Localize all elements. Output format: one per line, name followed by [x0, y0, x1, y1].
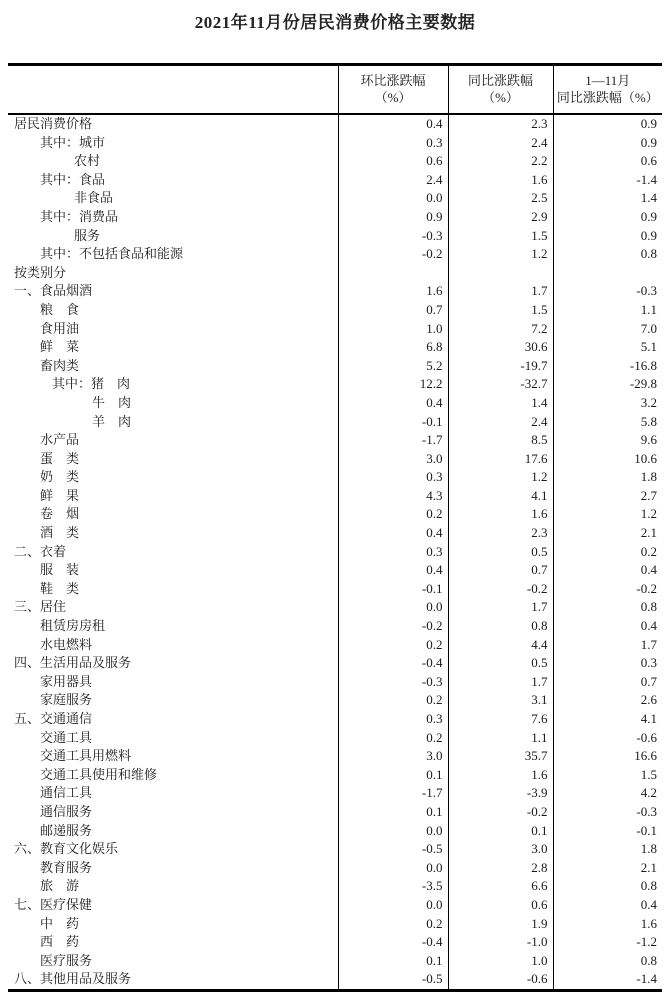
row-label: 租赁房房租 [40, 618, 106, 634]
row-value: 1.5 [448, 301, 553, 320]
row-label: 七、医疗保健 [14, 896, 93, 912]
row-label: 家庭服务 [40, 692, 93, 708]
table-row [8, 747, 662, 766]
row-value: 4.4 [448, 636, 553, 655]
row-value: 0.7 [448, 561, 553, 580]
row-value: 1.9 [448, 915, 553, 934]
row-label: 按类别分 [14, 264, 67, 280]
row-value: 6.6 [448, 877, 553, 896]
table-row [8, 282, 662, 301]
table-row [8, 301, 662, 320]
row-value: 0.5 [448, 654, 553, 673]
row-value: 10.6 [553, 450, 662, 469]
row-value: 3.1 [448, 691, 553, 710]
table-row [8, 208, 662, 227]
row-value: 7.6 [448, 710, 553, 729]
row-value: 0.3 [338, 134, 448, 153]
row-value: 1.4 [553, 189, 662, 208]
row-label: 交通工具 [40, 729, 93, 745]
table-row [8, 114, 662, 134]
row-label: 羊 肉 [92, 413, 132, 429]
row-value: 0.1 [338, 766, 448, 785]
row-value: -16.8 [553, 357, 662, 376]
row-value: 1.4 [448, 394, 553, 413]
row-value: 0.8 [448, 617, 553, 636]
table-row [8, 673, 662, 692]
row-value: 1.5 [448, 227, 553, 246]
table-row [8, 375, 662, 394]
row-value: 5.8 [553, 413, 662, 432]
row-label: 服务 [74, 227, 101, 243]
row-value: -0.3 [338, 673, 448, 692]
row-label: 蛋 类 [40, 450, 80, 466]
row-value: -19.7 [448, 357, 553, 376]
table-row [8, 561, 662, 580]
row-value: 35.7 [448, 747, 553, 766]
table-row [8, 245, 662, 264]
row-value: 0.4 [338, 561, 448, 580]
row-value: -0.6 [448, 970, 553, 990]
row-value: 3.0 [338, 747, 448, 766]
row-value: 4.1 [553, 710, 662, 729]
row-label: 五、交通通信 [14, 711, 93, 726]
row-label: 六、教育文化娱乐 [14, 841, 119, 857]
header-line: （%） [482, 90, 519, 105]
row-label: 教育服务 [40, 859, 93, 875]
table-row [8, 933, 662, 952]
table-row [8, 264, 662, 283]
row-value: 7.2 [448, 320, 553, 339]
table-row [8, 729, 662, 748]
row-value: 5.1 [553, 338, 662, 357]
table-row [8, 636, 662, 655]
row-value: 0.4 [338, 394, 448, 413]
row-value: 2.9 [448, 208, 553, 227]
row-value: 5.2 [338, 357, 448, 376]
row-value: 1.7 [448, 598, 553, 617]
row-label: 四、生活用品及服务 [14, 655, 132, 671]
row-value: -1.7 [338, 784, 448, 803]
row-value: 0.3 [338, 468, 448, 487]
row-value: -0.4 [338, 933, 448, 952]
row-value: 0.9 [553, 114, 662, 134]
table-row [8, 803, 662, 822]
row-value: 6.8 [338, 338, 448, 357]
row-value: -32.7 [448, 375, 553, 394]
row-value: 16.6 [553, 747, 662, 766]
row-value: 9.6 [553, 431, 662, 450]
row-value: -0.5 [338, 970, 448, 990]
row-value: -1.4 [553, 970, 662, 990]
table-row [8, 505, 662, 524]
row-label: 酒 类 [40, 525, 80, 541]
table-row [8, 766, 662, 785]
row-value: 0.2 [338, 505, 448, 524]
row-value: 2.2 [448, 152, 553, 171]
cpi-table [8, 63, 662, 992]
row-value: 2.5 [448, 189, 553, 208]
row-value: -0.1 [338, 580, 448, 599]
table-row [8, 543, 662, 562]
row-value: -3.5 [338, 877, 448, 896]
table-row [8, 320, 662, 339]
row-value: 4.2 [553, 784, 662, 803]
table-header [8, 65, 662, 115]
row-label: 鲜 果 [40, 487, 80, 503]
row-value: 3.0 [448, 840, 553, 859]
row-label: 服 装 [40, 562, 80, 578]
header-line: （%） [374, 90, 412, 105]
row-value: 1.6 [448, 171, 553, 190]
row-value: 1.5 [553, 766, 662, 785]
row-value: 0.0 [338, 598, 448, 617]
table-row [8, 915, 662, 934]
row-value: 1.6 [338, 282, 448, 301]
table-body [8, 114, 662, 990]
row-label: 其中：城市 [40, 134, 106, 150]
table-row [8, 227, 662, 246]
row-value: 1.7 [448, 673, 553, 692]
table-row [8, 784, 662, 803]
row-label: 旅 游 [40, 878, 80, 894]
row-label: 其中：猪 肉 [52, 376, 131, 392]
row-label: 家用器具 [40, 673, 93, 689]
row-value: 0.8 [553, 952, 662, 971]
header-line: 环比涨跌幅 [360, 73, 426, 88]
row-value: 0.2 [338, 691, 448, 710]
table-row [8, 840, 662, 859]
row-value: -0.3 [338, 227, 448, 246]
row-value: 0.2 [338, 915, 448, 934]
row-value: 7.0 [553, 320, 662, 339]
row-value: -0.4 [338, 654, 448, 673]
row-value: 0.3 [338, 543, 448, 562]
row-value: 2.7 [553, 487, 662, 506]
row-value: 0.9 [553, 227, 662, 246]
row-value: 0.1 [338, 952, 448, 971]
table-row [8, 580, 662, 599]
table-row [8, 822, 662, 841]
row-value: 0.0 [338, 822, 448, 841]
table-row [8, 450, 662, 469]
row-value: -0.1 [553, 822, 662, 841]
table-row [8, 524, 662, 543]
row-value: 1.1 [448, 729, 553, 748]
row-label: 交通工具使用和维修 [40, 766, 158, 782]
page-title: 2021年11月份居民消费价格主要数据 [194, 13, 476, 32]
row-label: 农村 [74, 153, 101, 169]
row-label: 粮 食 [40, 301, 80, 317]
row-label: 居民消费价格 [14, 116, 93, 131]
header-line: 同比涨跌幅（%） [556, 90, 659, 105]
row-label: 鲜 菜 [40, 339, 80, 355]
row-value [338, 264, 448, 283]
table-row [8, 654, 662, 673]
row-value: 0.7 [338, 301, 448, 320]
row-value: 0.1 [338, 803, 448, 822]
header-mom-change [338, 65, 448, 115]
row-label: 八、其他用品及服务 [14, 971, 132, 987]
row-value: 1.6 [448, 505, 553, 524]
header-line: 同比涨跌幅 [467, 73, 533, 88]
table-row [8, 487, 662, 506]
row-label: 鞋 类 [40, 580, 80, 596]
row-value: -0.2 [553, 580, 662, 599]
table-row [8, 859, 662, 878]
table-row [8, 896, 662, 915]
row-value: 0.7 [553, 673, 662, 692]
row-value: 1.8 [553, 840, 662, 859]
row-label: 水电燃料 [40, 636, 93, 652]
row-label: 食用油 [40, 320, 80, 336]
table-row [8, 617, 662, 636]
row-value: 1.2 [448, 468, 553, 487]
row-value: 2.3 [448, 524, 553, 543]
row-value: 1.1 [553, 301, 662, 320]
table-row [8, 970, 662, 990]
row-value: 1.2 [448, 245, 553, 264]
row-value: 0.5 [448, 543, 553, 562]
table-row [8, 338, 662, 357]
table-row [8, 691, 662, 710]
row-value: -0.2 [448, 803, 553, 822]
header-yoy-change [448, 65, 553, 115]
row-label: 中 药 [40, 915, 80, 931]
row-value: -0.3 [553, 282, 662, 301]
row-value: 0.0 [338, 189, 448, 208]
row-value: -1.7 [338, 431, 448, 450]
row-value: 0.1 [448, 822, 553, 841]
row-value: 1.0 [448, 952, 553, 971]
table-row [8, 152, 662, 171]
row-label: 邮递服务 [40, 822, 93, 838]
row-value: 0.3 [553, 654, 662, 673]
row-value: 0.3 [338, 710, 448, 729]
row-value: 2.3 [448, 114, 553, 134]
row-value: 0.2 [338, 636, 448, 655]
row-value: 2.1 [553, 859, 662, 878]
row-label: 二、衣着 [14, 543, 67, 559]
row-value: 0.0 [338, 896, 448, 915]
row-label: 通信服务 [40, 803, 93, 819]
row-value: -0.2 [338, 245, 448, 264]
table-row [8, 952, 662, 971]
row-value: 2.1 [553, 524, 662, 543]
row-value: 2.4 [448, 413, 553, 432]
row-value: 0.0 [338, 859, 448, 878]
row-value [553, 264, 662, 283]
row-value: -1.2 [553, 933, 662, 952]
row-value: 0.6 [338, 152, 448, 171]
row-label: 通信工具 [40, 785, 93, 801]
row-label: 一、食品烟酒 [14, 283, 93, 299]
row-value: -29.8 [553, 375, 662, 394]
row-value: 12.2 [338, 375, 448, 394]
row-value: 1.6 [553, 915, 662, 934]
row-value: 8.5 [448, 431, 553, 450]
row-label: 医疗服务 [40, 952, 93, 968]
row-value: 0.6 [553, 152, 662, 171]
row-value: 2.6 [553, 691, 662, 710]
row-value: 0.4 [553, 896, 662, 915]
row-label: 牛 肉 [92, 394, 132, 410]
row-value: 0.8 [553, 598, 662, 617]
row-value: -0.5 [338, 840, 448, 859]
page [0, 8, 670, 987]
row-value: 30.6 [448, 338, 553, 357]
header-line: 1—11月 [585, 73, 631, 88]
table-row [8, 598, 662, 617]
row-value: -3.9 [448, 784, 553, 803]
table-row [8, 877, 662, 896]
row-label: 其中：不包括食品和能源 [40, 246, 184, 262]
table-row [8, 134, 662, 153]
row-value: 17.6 [448, 450, 553, 469]
row-value: 0.4 [553, 561, 662, 580]
header-row [8, 65, 662, 115]
row-value: 1.2 [553, 505, 662, 524]
row-value: 2.8 [448, 859, 553, 878]
row-value: 2.4 [338, 171, 448, 190]
row-label: 三、居住 [14, 599, 67, 615]
table-row [8, 394, 662, 413]
row-label: 奶 类 [40, 469, 80, 485]
row-value: 0.4 [338, 114, 448, 134]
row-value: 0.9 [553, 134, 662, 153]
header-ytd-yoy-change [553, 65, 662, 115]
row-value: 0.6 [448, 896, 553, 915]
row-label: 水产品 [40, 432, 80, 448]
row-label: 其中：消费品 [40, 208, 119, 224]
row-value: 0.8 [553, 245, 662, 264]
row-label: 卷 烟 [40, 506, 80, 522]
header-label-cell [8, 65, 338, 115]
row-value: 0.2 [338, 729, 448, 748]
row-value: 1.7 [553, 636, 662, 655]
row-value: 0.9 [553, 208, 662, 227]
table-row [8, 357, 662, 376]
row-value: 4.3 [338, 487, 448, 506]
row-value: 3.0 [338, 450, 448, 469]
row-value: 2.4 [448, 134, 553, 153]
table-row [8, 431, 662, 450]
table-row [8, 413, 662, 432]
row-value: -1.0 [448, 933, 553, 952]
row-label: 非食品 [74, 190, 114, 206]
row-value: 0.2 [553, 543, 662, 562]
row-value [448, 264, 553, 283]
row-value: -0.1 [338, 413, 448, 432]
row-label: 西 药 [40, 934, 80, 950]
row-value: 0.4 [553, 617, 662, 636]
row-value: 1.7 [448, 282, 553, 301]
row-value: -0.3 [553, 803, 662, 822]
row-value: -0.2 [338, 617, 448, 636]
row-value: 3.2 [553, 394, 662, 413]
row-value: 0.8 [553, 877, 662, 896]
row-label: 其中：食品 [40, 171, 106, 187]
row-value: -0.6 [553, 729, 662, 748]
table-row [8, 468, 662, 487]
table-row [8, 171, 662, 190]
row-value: 1.0 [338, 320, 448, 339]
row-value: 4.1 [448, 487, 553, 506]
row-value: -0.2 [448, 580, 553, 599]
row-value: 0.9 [338, 208, 448, 227]
row-value: 1.6 [448, 766, 553, 785]
table-row [8, 710, 662, 729]
row-value: 1.8 [553, 468, 662, 487]
row-value: 0.4 [338, 524, 448, 543]
row-value: -1.4 [553, 171, 662, 190]
row-label: 交通工具用燃料 [40, 748, 132, 764]
row-label: 畜肉类 [40, 357, 80, 373]
table-row [8, 189, 662, 208]
